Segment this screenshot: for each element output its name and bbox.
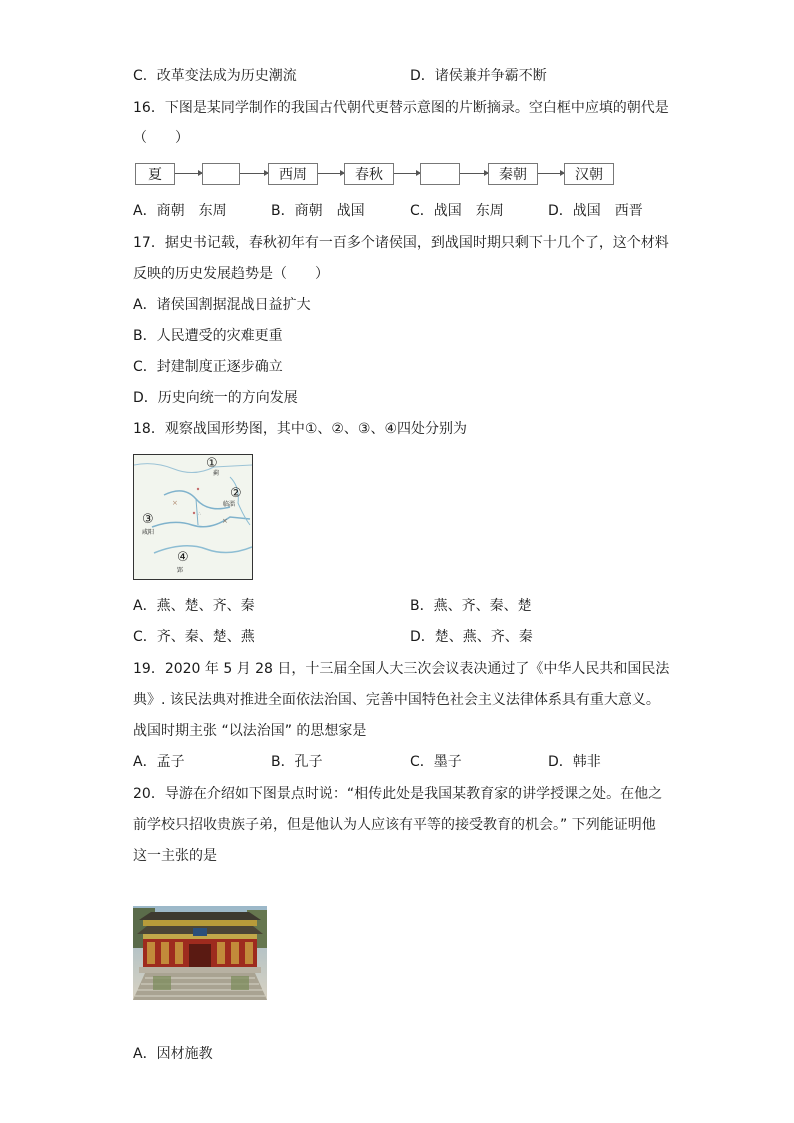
q17-option-d: D．历史向统一的方向发展 xyxy=(133,390,298,406)
q18-option-c: C．齐、秦、楚、燕 xyxy=(133,629,255,645)
svg-text:×: × xyxy=(222,517,228,525)
warring-states-map xyxy=(133,454,253,580)
q16-stem-line2: （ ） xyxy=(133,130,189,146)
q18-option-b: B．燕、齐、秦、楚 xyxy=(410,598,532,614)
q15-option-c: C．改革变法成为历史潮流 xyxy=(133,68,297,84)
dynasty-box-6: 秦朝 xyxy=(488,163,538,185)
map-marker-2: ② xyxy=(230,486,242,501)
map-label-1: 蓟 xyxy=(213,470,220,477)
map-marker-3: ③ xyxy=(142,512,154,527)
q19-stem-line3: 战国时期主张 “以法治国” 的思想家是 xyxy=(133,723,367,739)
q16-option-a: A．商朝 东周 xyxy=(133,203,227,219)
map-marker-1: ① xyxy=(206,456,218,471)
q16-option-b: B．商朝 战国 xyxy=(271,203,365,219)
q17-option-c: C．封建制度正逐步确立 xyxy=(133,359,283,375)
dynasty-box-5-blank xyxy=(420,163,460,185)
q19-option-b: B．孔子 xyxy=(271,754,323,770)
svg-text:×: × xyxy=(172,499,178,507)
map-label-4: 郢 xyxy=(177,567,184,574)
q20-option-a: A．因材施教 xyxy=(133,1046,213,1062)
diagram-arrow xyxy=(240,173,268,174)
q17-option-b: B．人民遭受的灾难更重 xyxy=(133,328,283,344)
q20-stem-line3: 这一主张的是 xyxy=(133,848,217,864)
diagram-arrow xyxy=(394,173,420,174)
q17-stem-line1: 17．据史书记载，春秋初年有一百多个诸侯国，到战国时期只剩下十几个了，这个材料 xyxy=(133,235,669,251)
q19-stem-line1: 19．2020 年 5 月 28 日，十三届全国人大三次会议表决通过了《中华人民共和国民法 xyxy=(133,661,670,677)
q18-option-d: D．楚、燕、齐、秦 xyxy=(410,629,533,645)
diagram-arrow xyxy=(318,173,344,174)
diagram-arrow xyxy=(175,173,202,174)
temple-graphic xyxy=(133,906,267,1000)
dynasty-box-2-blank xyxy=(202,163,240,185)
svg-text:∴: ∴ xyxy=(198,511,202,517)
dynasty-box-4: 春秋 xyxy=(344,163,394,185)
diagram-arrow xyxy=(538,173,564,174)
dynasty-box-3: 西周 xyxy=(268,163,318,185)
q17-stem-line2: 反映的历史发展趋势是（ ） xyxy=(133,266,329,282)
q20-stem-line2: 前学校只招收贵族子弟，但是他认为人应该有平等的接受教育的机会。” 下列能证明他 xyxy=(133,817,656,833)
q19-stem-line2: 典》. 该民法典对推进全面依法治国、完善中国特色社会主义法律体系具有重大意义。 xyxy=(133,692,660,708)
q18-stem: 18．观察战国形势图，其中①、②、③、④四处分别为 xyxy=(133,421,468,437)
q16-option-c: C．战国 东周 xyxy=(410,203,504,219)
q19-option-a: A．孟子 xyxy=(133,754,185,770)
map-label-3: 咸阳 xyxy=(142,529,155,536)
q19-option-c: C．墨子 xyxy=(410,754,462,770)
q16-stem-line1: 16．下图是某同学制作的我国古代朝代更替示意图的片断摘录。空白框中应填的朝代是 xyxy=(133,100,669,116)
q16-option-d: D．战国 西晋 xyxy=(548,203,643,219)
diagram-arrow xyxy=(460,173,488,174)
map-marker-4: ④ xyxy=(177,550,189,565)
temple-photo xyxy=(133,906,267,1000)
q17-option-a: A．诸侯国割据混战日益扩大 xyxy=(133,297,311,313)
q15-option-d: D．诸侯兼并争霸不断 xyxy=(410,68,547,84)
q18-option-a: A．燕、楚、齐、秦 xyxy=(133,598,255,614)
dynasty-box-7: 汉朝 xyxy=(564,163,614,185)
q19-option-d: D．韩非 xyxy=(548,754,601,770)
q20-stem-line1: 20．导游在介绍如下图景点时说：“相传此处是我国某教育家的讲学授课之处。在他之 xyxy=(133,786,663,802)
dynasty-box-1: 夏 xyxy=(135,163,175,185)
map-label-2: 临淄 xyxy=(223,501,236,508)
